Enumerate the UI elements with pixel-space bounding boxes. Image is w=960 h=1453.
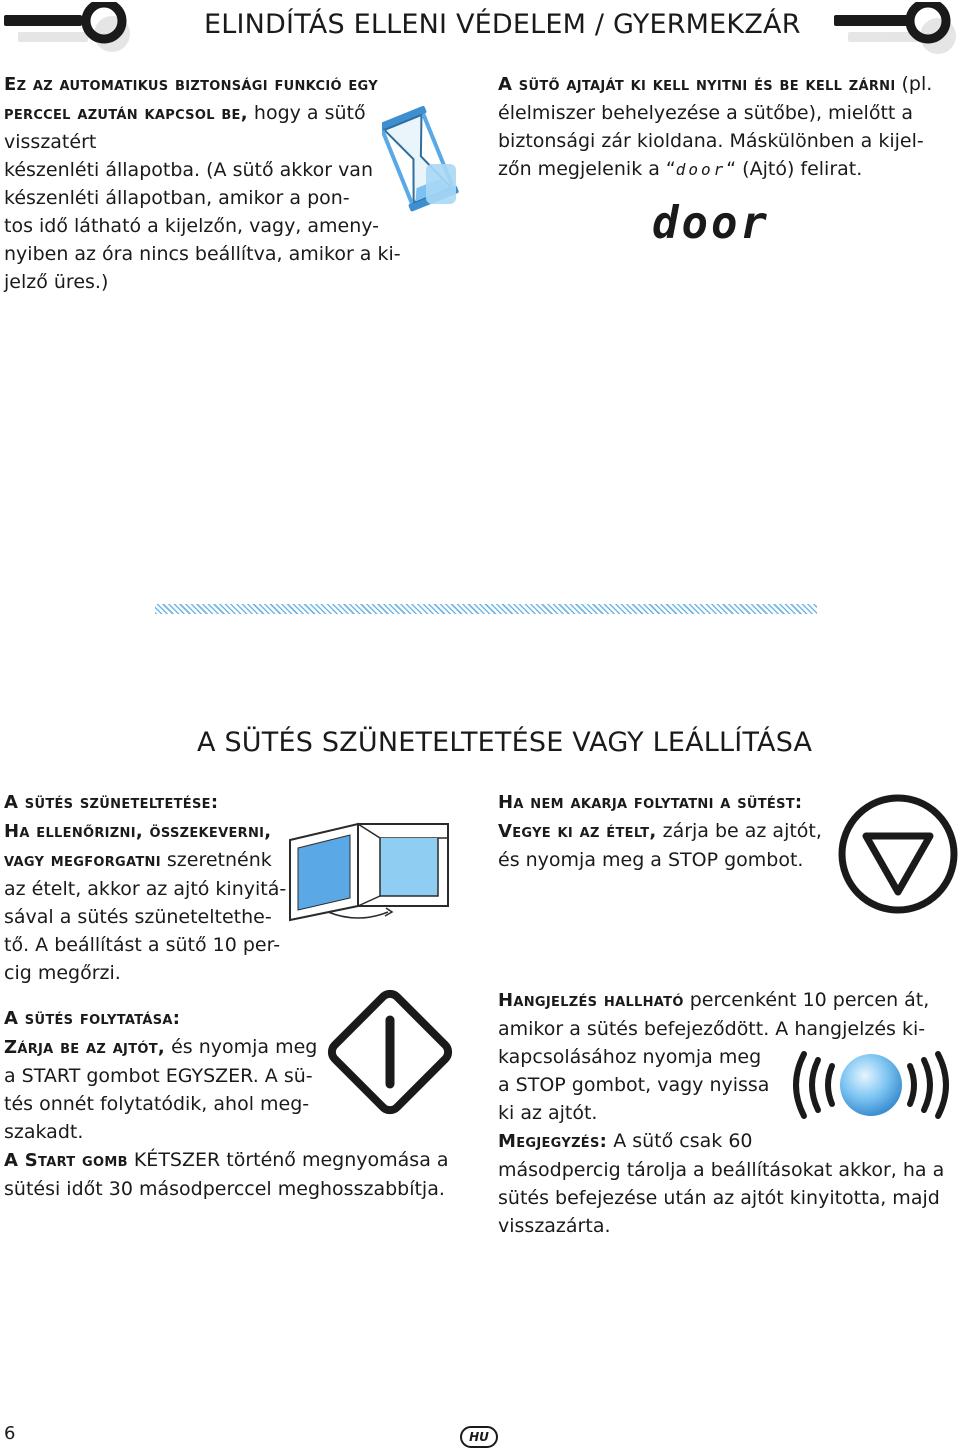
note-line: A sütő csak 60 (607, 1130, 753, 1152)
pause-line: sával a sütés szüneteltethe- (4, 906, 272, 928)
page-number: 6 (4, 1423, 16, 1444)
resume-line: tés onnét folytatódik, ahol meg- (4, 1093, 310, 1115)
auto-lock-line: tos idő látható a kijelzőn, vagy, ameny- (4, 215, 380, 237)
pause-line: az ételt, akkor az ajtó kinyitá- (4, 878, 287, 900)
note-line: sütés befejezése után az ajtót kinyitotta, majd (498, 1187, 940, 1209)
auto-lock-lead: Ez az automatikus biztonsági funkció egy perccel azután kapcsol be, (4, 74, 378, 124)
note-line: visszazárta. (498, 1215, 611, 1237)
pause-lead: Ha ellenőrizni, összekeverni, vagy megforgatni (4, 821, 272, 871)
beep-line: percenként 10 percen át, (683, 989, 930, 1011)
key-icon-left (4, 2, 134, 62)
pause-heading: A sütés szüneteltetése: (4, 792, 219, 813)
auto-lock-text (4, 70, 444, 296)
beep-line: amikor a sütés befejeződött. A hangjelzés ki- (498, 1018, 926, 1040)
stop-line: és nyomja meg a STOP gombot. (498, 849, 804, 871)
resume-line: KÉTSZER történő megnyomása a (127, 1149, 449, 1171)
section-title: A SÜTÉS SZÜNETELTETÉSE VAGY LEÁLLÍTÁSA (197, 727, 813, 758)
door-notice-line: (pl. (895, 73, 933, 95)
door-inline-display: door (675, 160, 727, 179)
section-divider (155, 604, 817, 614)
language-badge-label: HU (469, 1430, 489, 1444)
language-badge (460, 1426, 498, 1448)
note-lead: Megjegyzés: (498, 1131, 608, 1152)
microwave-open-door-icon (288, 820, 453, 930)
hourglass-icon (382, 104, 464, 214)
stop-lead: Vegye ki az ételt, (498, 821, 657, 842)
resume-line: szakadt. (4, 1121, 84, 1143)
auto-lock-line: készenléti állapotba. (A sütő akkor van (4, 159, 373, 181)
door-notice-line: élelmiszer behelyezése a sütőbe), mielőtt a (498, 102, 914, 124)
pause-line: cig megőrzi. (4, 962, 121, 984)
start-button-icon (324, 986, 456, 1118)
resume-line: sütési időt 30 másodperccel meghosszabbítja. (4, 1178, 445, 1200)
pause-line: szeretnénk (160, 849, 272, 871)
auto-lock-line: hogy a sütő visszatért (4, 102, 366, 153)
resume-line: a START gombot EGYSZER. A sü- (4, 1065, 313, 1087)
resume-heading: A sütés folytatása: (4, 1008, 181, 1029)
stop-line: zárja be az ajtót, (656, 820, 822, 842)
beep-line: kapcsolásához nyomja meg (498, 1046, 762, 1068)
stop-section (498, 788, 838, 874)
stop-button-icon (836, 792, 960, 916)
door-notice-line: biztonsági zár kioldana. Máskülönben a kijel- (498, 130, 924, 152)
stop-heading: Ha nem akarja folytatni a sütést: (498, 792, 803, 813)
door-display: door (652, 198, 770, 249)
door-notice-lead: A sütő ajtaját ki kell nyitni és be kell zárni (498, 74, 896, 95)
door-notice-line: “ (Ajtó) felirat. (726, 158, 863, 180)
door-notice-text (498, 70, 953, 184)
page-title: ELINDÍTÁS ELLENI VÉDELEM / GYERMEKZÁR (204, 9, 801, 40)
resume-line: és nyomja meg (165, 1036, 318, 1058)
beep-lead: Hangjelzés hallható (498, 990, 684, 1011)
auto-lock-line: nyiben az óra nincs beállítva, amikor a ki- (4, 243, 401, 265)
key-icon-right (828, 2, 958, 62)
auto-lock-line: készenléti állapotban, amikor a pon- (4, 187, 350, 209)
beep-sound-icon (782, 1040, 960, 1130)
beep-line: a STOP gombot, vagy nyissa (498, 1074, 770, 1096)
auto-lock-line: jelző üres.) (4, 271, 109, 293)
note-line: másodpercig tárolja a beállításokat akkor, ha a (498, 1159, 945, 1181)
resume-lead: Zárja be az ajtót, (4, 1037, 166, 1058)
pause-line: tő. A beállítást a sütő 10 per- (4, 934, 281, 956)
start-twice-lead: A Start gomb (4, 1150, 128, 1171)
beep-line: ki az ajtót. (498, 1102, 598, 1124)
pause-section (4, 788, 294, 987)
door-notice-line: zőn megjelenik a “ (498, 158, 676, 180)
